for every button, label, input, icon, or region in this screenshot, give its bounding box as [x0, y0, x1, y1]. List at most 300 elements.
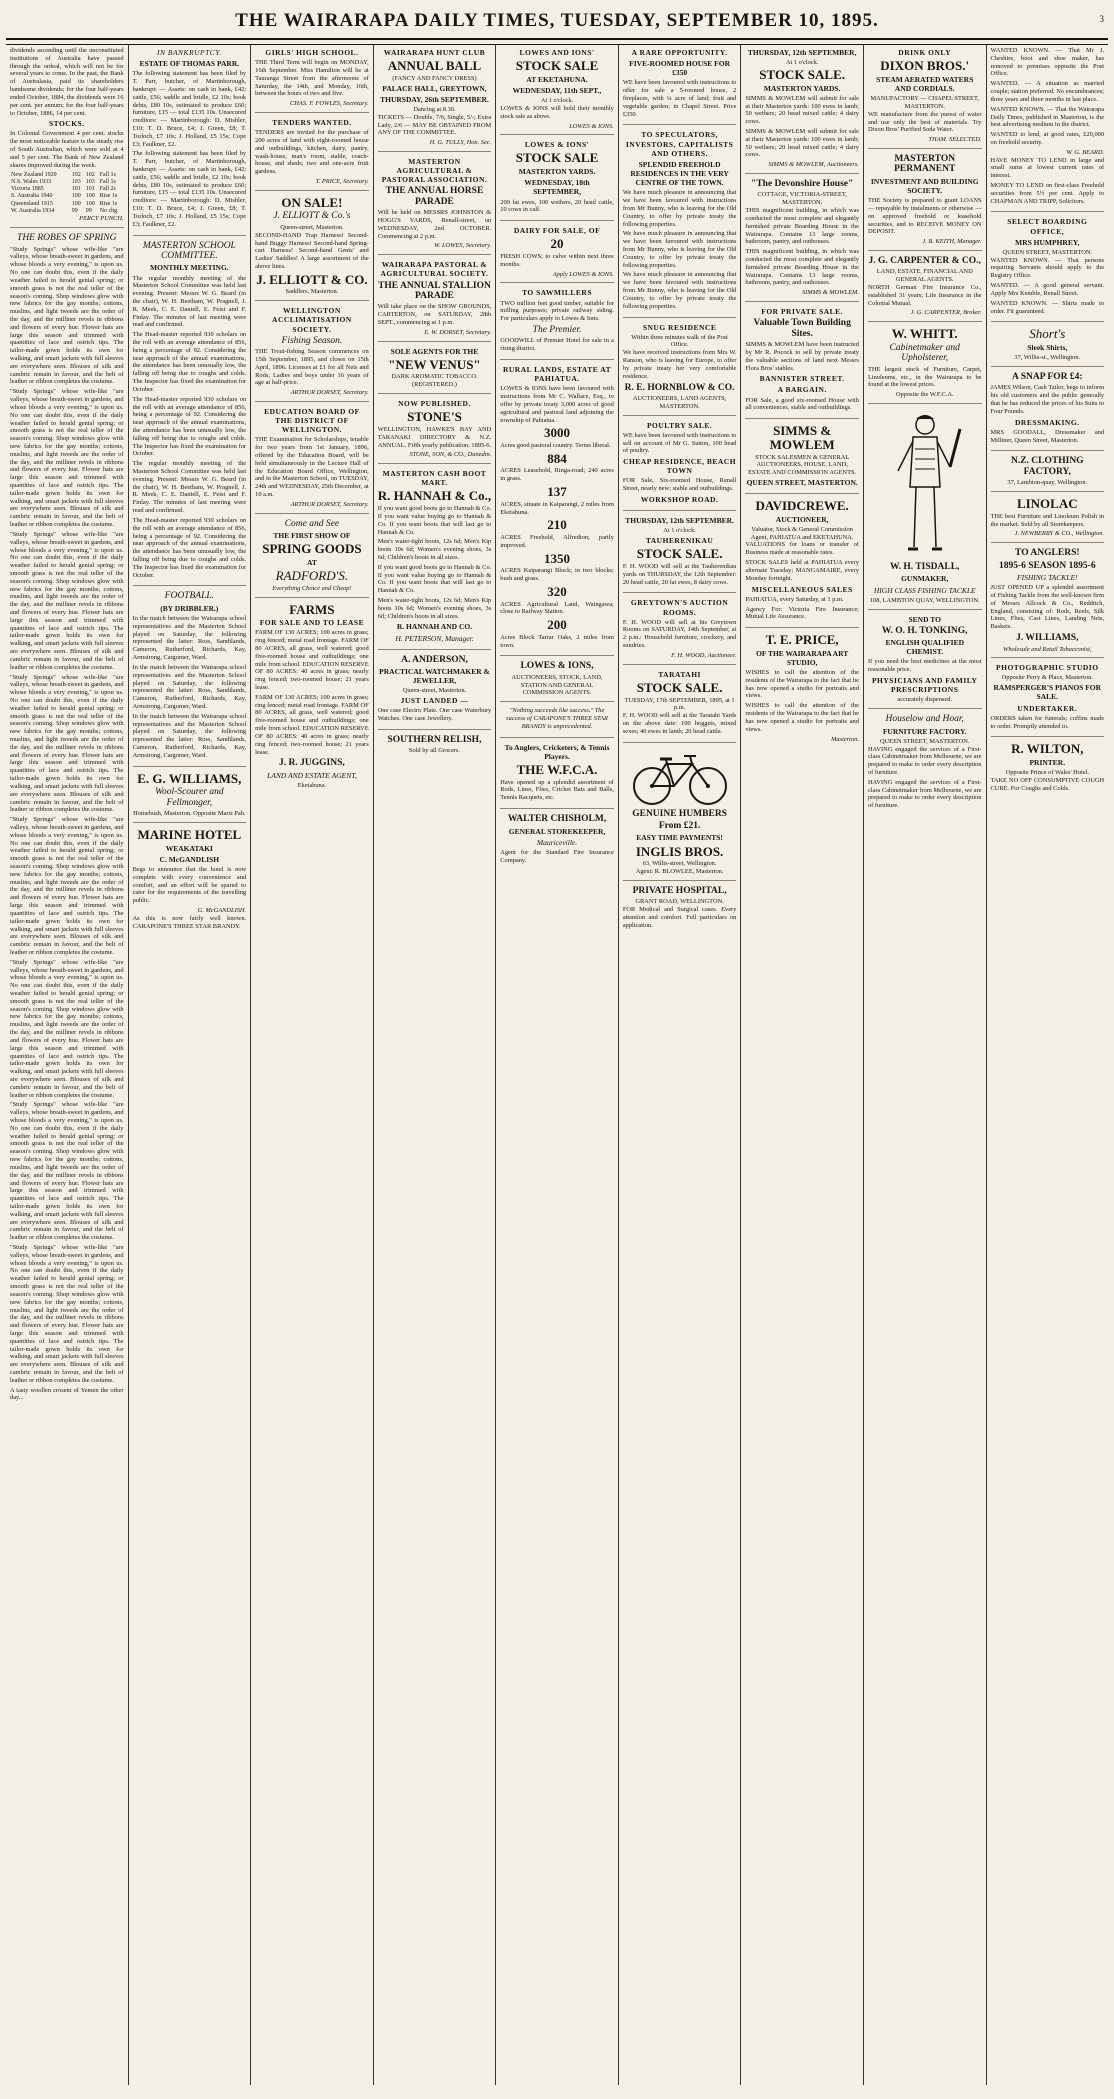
rare-opportunity-ad	[623, 48, 737, 125]
columns	[6, 44, 1108, 2085]
ad-heading: Short's	[1029, 326, 1066, 342]
ad-time: At 1 o'clock.	[785, 59, 819, 67]
ad-heading: DRESSMAKING.	[1015, 417, 1080, 427]
ad-number: 210	[547, 517, 567, 533]
ad-heading: ON SALE!	[281, 194, 343, 210]
ad-place: Mauriceville.	[536, 837, 578, 847]
ad-subheading: DARK AROMATIC TOBACCO. (REGISTERED.)	[391, 373, 478, 389]
ad-subheading: GENERAL STOREKEEPER,	[508, 826, 606, 836]
ad-subheading: ENGLISH QUALIFIED CHEMIST.	[885, 638, 964, 657]
snug-residence-ad	[623, 323, 737, 416]
ad-text: FRESH COWS; to calve within next three months.	[500, 252, 614, 268]
ad-subheading: AUCTIONEERS, LAND AGENTS, MASTERTON.	[632, 394, 727, 410]
article-heading: MASTERTON SCHOOL COMMITTEE.	[142, 240, 236, 261]
ad-date: TUESDAY, 17th SEPTEMBER, 1895, at 1 p.m.	[624, 696, 735, 712]
ad-text: THE best Furniture and Linoleum Polish in the market. Sold by all Storekeepers.	[990, 512, 1105, 528]
ad-subheading: MRS HUMPHREY,	[1015, 237, 1080, 247]
article-subheading: ESTATE OF THOMAS PARR.	[139, 59, 240, 69]
ad-text: JAMES Wilson, Cash Tailor, begs to inform his old customers and the public generally that he has reduced the prices of his Suits to Four Pounds.	[990, 384, 1105, 415]
ad-heading: SOLE AGENTS FOR THE	[390, 346, 479, 356]
ad-number: 884	[547, 450, 567, 466]
tobacco-ad	[378, 347, 492, 394]
ad-text: We have much pleasure in announcing that we have been favoured with instructions from Mr Bunny, who is leaving for the Old Country, to offer by private treaty the following properties.	[622, 271, 737, 310]
column-7	[741, 45, 864, 2085]
ad-address: GRANT ROAD, WELLINGTON.	[635, 898, 724, 906]
ad-heading: A SNAP FOR £4:	[1012, 371, 1083, 382]
ad-heading: W. H. TISDALL,	[890, 562, 960, 573]
ad-subheading: Fishing Season.	[281, 335, 343, 346]
ad-text: Acres Block Tarrar Oaks, 2 miles from town.	[500, 633, 614, 649]
ad-subheading: WEAKATAKI	[165, 843, 213, 853]
ad-agent: Agent: R. BLOWLEE, Masterton.	[635, 868, 724, 876]
tailor-ad	[991, 372, 1105, 451]
table-row: W. Australia 1934 99 99 No chg	[11, 208, 118, 215]
column-1	[6, 45, 129, 2085]
ad-date: THURSDAY, 12th SEPTEMBER.	[625, 516, 734, 526]
brandy-notice	[500, 707, 614, 737]
ad-text: STOCK SALES held at PAHIATUA every alternate Tuesday; MANGAMAIRE, every Monday fortnight.	[745, 559, 859, 582]
ad-heading: WORKSHOP ROAD.	[640, 495, 719, 505]
shorts-shirts-ad	[991, 327, 1105, 367]
whitt-ad	[868, 327, 982, 404]
ad-text: HAVING engaged the services of a First-class Cabinetmaker from Melbourne, we are prepared to make to order every description of furniture.	[867, 778, 982, 810]
eketahuna-stock-sale-ad	[500, 48, 614, 135]
ad-subheading: STEAM AERATED WATERS AND CORDIALS.	[876, 74, 974, 93]
ad-text: FOR Medical and Surgical cases. Every attention and comfort. Full particulars on application.	[622, 906, 737, 929]
ad-text: THE Third Term will begin on MONDAY, 16th September. Miss Hamilton will be at Tauranga Street from the afternoons of Saturday, the 14th, and Monday, 16th, between the hours of two and five.	[255, 59, 369, 98]
chisholm-ad	[500, 814, 614, 870]
ad-heading: W. WHITT.	[891, 326, 958, 342]
ad-heading: WALTER CHISHOLM,	[507, 814, 607, 825]
hunt-ball-ad	[378, 48, 492, 152]
page-number-right: 3	[1099, 14, 1104, 24]
ad-heading: MASTERTON AGRICULTURAL & PASTORAL ASSOCIATION.	[381, 156, 488, 185]
ad-signature: ARTHUR DORSET, Secretary.	[290, 389, 369, 397]
greytown-rooms-ad	[623, 598, 737, 664]
section-heading: STOCKS.	[48, 119, 85, 129]
ad-heading: STOCK SALE.	[759, 66, 846, 82]
ad-text: ORDERS taken for funerals; coffins made to order. Promptly attended to.	[990, 714, 1105, 730]
ad-place: TARATAHI	[658, 669, 701, 679]
ad-heading: J. R. JUGGINS,	[279, 758, 345, 769]
ad-heading: R. E. HORNBLOW & CO.	[624, 382, 735, 393]
ad-address: MANUFACTORY — CHAPEL STREET, MASTERTON.	[870, 95, 979, 110]
ad-text: accurately dispensed.	[897, 696, 953, 704]
ad-time: Dancing at 8.30.	[413, 105, 456, 113]
article-text: The Head-master reported 930 scholars on the roll with an average attendance of 856, being a percentage of 92. Considering the near approach of the annual examinations, the attendance has been unusually low, the falling off being due to coughs and colds. The Inspector has fixed the examination for October.	[132, 516, 247, 579]
article-text: "Study Springs" whose wife-like "are valleys, whose breath-sweet in gardens, and whose bloods a very evening," is upon us. No one can doubt this, even if the daily weather failed to herald genial spring; or smooth grass is not the real teller of the season's coming. Shop windows glow with new fabrics for the gay months; cottons, muslins, and light tweeds are the order of the day, and the milliner revels in ribbons and flowers of every hue. Flower hats are large this season and trimmed with quantities of lace and ostrich tips. The tailor-made gown holds its own for walking, and smart jackets with full sleeves are everywhere seen. Blouses of silk and cambric remain in favour, and the belt of leather or ribbon completes the costume.	[10, 958, 124, 1099]
bicycle-ad	[623, 748, 737, 881]
article-text: In the match between the Wairarapa school representatives and the Masterton School played on Saturday, the following represented the latter: Ross, Sandilands, Cameron, Rutherford, Richards, Kay, Armstrong, Cargomer, Ward.	[132, 712, 247, 759]
table-row: S. Australia 1940 100 100 Rise 1s	[11, 193, 118, 200]
wanted-item: WANTED KNOWN. — That persons requiring Servants should apply to the Registry Office.	[990, 256, 1105, 280]
ad-signature: R. HANNAH AND CO.	[396, 622, 473, 632]
ad-address: Opposite Prince of Wales' Hotel.	[1005, 769, 1089, 777]
ad-heading: DRINK ONLY	[898, 48, 952, 57]
wfca-ad	[500, 743, 614, 809]
ad-text: VALUATIONS for loans or transfer of Business made at reasonable rates.	[745, 541, 859, 557]
ad-subheading: PRINTER.	[1029, 757, 1066, 767]
ad-subheading: Sleek Shirts,	[1027, 343, 1068, 352]
education-board-ad	[255, 407, 369, 514]
ad-signature: SIMMS & MOWLEM, Auctioneers.	[768, 161, 859, 169]
ad-heading: MASTERTON PERMANENT	[894, 153, 956, 175]
private-hospital-ad	[623, 886, 737, 936]
chemist-ad	[868, 615, 982, 710]
ad-date: THURSDAY, 12th SEPTEMBER,	[747, 48, 857, 57]
article-text: "Study Springs" whose wife-like "are valleys, whose breath-sweet in gardens, and whose bloods a very evening," is upon us. No one can doubt this, even if the daily weather failed to herald genial spring; or smooth grass is not the real teller of the season's coming. Shop windows glow with new fabrics for the gay months; cottons, muslins, and light tweeds are the order of the day, and the milliner revels in ribbons and flowers of every hue. Flower hats are large this season and trimmed with quantities of lace and ostrich tips. The tailor-made gown holds its own for walking, and smart jackets with full sleeves are everywhere seen. Blouses of silk and cambric remain in favour, and the belt of leather or ribbon completes the costume.	[10, 530, 124, 671]
ad-text: LOWES & IONS have been favoured with instructions from Mr C. Wallace, Esq., to offer by private treaty 3,000 acres of good agricultural and pastoral land adjoining the township of Pahiatua.	[500, 385, 614, 424]
ad-place: MASTERTON YARDS.	[763, 83, 841, 93]
ad-heading: LINOLAC	[1016, 496, 1078, 512]
masterton-stock-sale-ad	[500, 140, 614, 221]
ad-heading: WAIRARAPA PASTORAL & AGRICULTURAL SOCIETY.	[380, 260, 489, 279]
ad-heading: THE W.F.C.A.	[516, 761, 598, 777]
ad-address: QUEEN STREET, MASTERTON.	[746, 477, 858, 487]
ad-address: Masterton.	[831, 735, 859, 743]
ad-text: As this is now fairly well known. CARAPONE'S THREE STAR BRANDY.	[132, 914, 247, 930]
wanted-ads	[991, 47, 1105, 212]
ad-heading: J. WILLIAMS,	[1016, 633, 1079, 644]
ad-text: TICKETS — Double, 7/6; Single, 5/-; Extra Lady, 2/6 — MAY BE OBTAINED FROM ANY OF THE COMMITTEE.	[377, 113, 492, 137]
article-text: "Study Springs" whose wife-like "are valleys, whose breath-sweet in gardens, and whose bloods a very evening," is upon us. No one can doubt this, even if the daily weather failed to herald genial spring; or smooth grass is not the real teller of the season's coming. Shop windows glow with new fabrics for the gay months; cottons, muslins, and light tweeds are the order of the day, and the milliner revels in ribbons and flowers of every hue. Flower hats are large this season and trimmed with quantities of lace and ostrich tips. The tailor-made gown holds its own for walking, and smart jackets with full sleeves are everywhere seen. Blouses of silk and cambric remain in favour, and the belt of leather or ribbon completes the costume.	[10, 673, 124, 814]
ad-text: PAHIATUA, every Saturday, at 1 p.m.	[745, 595, 844, 603]
ad-address: Opposite Perry & Place, Masterton.	[1001, 674, 1093, 682]
column-5	[496, 45, 619, 2085]
ad-subheading: Cabinetmaker and Upholsterer,	[889, 342, 960, 364]
ad-subheading: HIGH CLASS FISHING TACKLE	[873, 585, 976, 595]
ad-subheading: FIVE-ROOMED HOUSE FOR £350	[629, 59, 731, 78]
ad-heading: AT	[306, 557, 317, 567]
ad-time: At 1 o'clock.	[540, 97, 574, 105]
ad-text: ACRES Agricultural Land, Waingawa; close to Railway Station.	[500, 600, 614, 616]
ad-text: WE have been favoured with instructions to sell on account of Mr G. Sutton, 100 head of poultry.	[622, 431, 737, 455]
ad-address: Queen-street, Masterton.	[280, 223, 344, 231]
ad-subheading: (FANCY AND FANCY DRESS)	[392, 74, 477, 82]
ad-heading: SNUG RESIDENCE	[642, 322, 717, 332]
wanted-item: MONEY TO LEND on first-class Freehold securities from 5½ per cent. Apply to CHAPMAN AND TRIPP, Solicitors.	[990, 182, 1105, 205]
article-subheading: MONTHLY MEETING.	[150, 263, 229, 273]
dixon-bros-ad	[868, 48, 982, 149]
ad-text: SIMMS & MOWLEM will submit for sale at their Masterton yards: 100 ewes in lamb; 50 wethers; 20 head mixed cattle; 4 dairy cows.	[745, 94, 859, 126]
ad-heading: SELECT BOARDING OFFICE,	[1007, 217, 1088, 236]
ad-subheading: Wholesale and Retail Tobacconist,	[1003, 645, 1092, 653]
stocks-table	[10, 172, 124, 216]
ad-heading: T. E. PRICE,	[765, 632, 839, 648]
ad-subheading: FURNITURE FACTORY.	[882, 726, 967, 736]
ad-text: LOWES & IONS will hold their monthly stock sale as above.	[500, 104, 614, 120]
ad-text: F. H. WOOD will sell at his Greytown Rooms on SATURDAY, 14th September, at 2 p.m.: Household furniture, crockery, and sundries.	[622, 618, 737, 650]
ad-signature: J. B. KEITH, Manager.	[922, 238, 982, 246]
ad-text: MRS GOODALL, Dressmaker and Milliner, Queen Street, Masterton.	[990, 428, 1105, 444]
gunmaker-ad	[868, 409, 982, 610]
article-text: "Study Springs" whose wife-like "are valleys, whose breath-sweet in gardens, and whose bloods a very evening," is upon us. No one can doubt this, even if the daily weather failed to herald genial spring; or smooth grass is not the real teller of the season's coming. Shop windows glow with new fabrics for the gay months; cottons, muslins, and light tweeds are the order of the day, and the milliner revels in ribbons and flowers of every hue. Flower hats are large this season and trimmed with quantities of lace and ostrich tips. The tailor-made gown holds its own for walking, and smart jackets with full sleeves are everywhere seen. Blouses of silk and cambric remain in favour, and the belt of leather or ribbon completes the costume.	[10, 245, 124, 386]
article-text: dividends ascending until the unconstituted institutions of Australia have passed through the ordeal, which will not be for several years to come. In the past, the Bank of Australasia, paid its shareholders handsome dividends; for the four half-years ended October, 1884, the dividends were 16 per cent. per annum; for the four half-years to October, 1886, 14 per cent.	[10, 47, 124, 117]
column-4	[374, 45, 497, 2085]
farms-ad	[255, 603, 369, 794]
building-sites-ad	[745, 307, 859, 419]
notice-text: "Nothing succeeds like success." The success of CARAPONE'S THREE STAR BRANDY is unprecedented.	[506, 707, 608, 730]
ad-heading: SPRING GOODS	[262, 541, 362, 557]
ad-text: If you want good boots go to Hannah & Co. If you want value buying go to Hannah & Co. If you want boots that will last go to Hannah & Co.	[377, 505, 492, 536]
ad-address: QUEEN STREET, MASTERTON.	[1002, 248, 1093, 256]
column-8	[864, 45, 987, 2085]
ad-heading: BANNISTER STREET.	[759, 374, 845, 384]
ad-heading: A BARGAIN.	[777, 385, 827, 395]
article-text: "Study Springs" whose wife-like "are valleys, whose breath-sweet in gardens, and whose bloods a very evening," is upon us. No one can doubt this, even if the daily weather failed to herald genial spring; or smooth grass is not the real teller of the season's coming. Shop windows glow with new fabrics for the gay months; cottons, muslins, and light tweeds are the order of the day, and the milliner revels in ribbons and flowers of every hue. Flower hats are large this season and trimmed with quantities of lace and ostrich tips. The tailor-made gown holds its own for walking, and smart jackets with full sleeves are everywhere seen. Blouses of silk and cambric remain in favour, and the belt of leather or ribbon completes the costume.	[10, 1101, 124, 1242]
ad-heading: DIXON BROS.'	[880, 58, 970, 74]
article-heading: THE ROBES OF SPRING	[17, 233, 117, 244]
ad-text: SECOND-HAND Trap Harness! Second-hand Buggy Harness! Second-hand Spring-cart Harness! Second-hand Gents' and Ladies' Saddles! A large assortment of the above lines.	[255, 231, 369, 270]
sawmillers-ad	[500, 288, 614, 360]
article-subheading: (BY DRIBBLER.)	[160, 603, 219, 613]
ad-heading: 1895-6 SEASON 1895-6	[998, 560, 1096, 571]
relish-ad	[378, 735, 492, 759]
ad-signature: W. LOWES, Secretary.	[434, 242, 492, 250]
article-text: "Study Springs" whose wife-like "are valleys, whose breath-sweet in gardens, and whose bloods a very evening," is upon us. No one can doubt this, even if the daily weather failed to herald genial spring; or smooth grass is not the real teller of the season's coming. Shop windows glow with new fabrics for the gay months; cottons, muslins, and light tweeds are the order of the day, and the milliner revels in ribbons and flowers of every hue. Flower hats are large this season and trimmed with quantities of lace and ostrich tips. The tailor-made gown holds its own for walking, and smart jackets with full sleeves are everywhere seen. Blouses of silk and cambric remain in favour, and the belt of leather or ribbon completes the costume.	[10, 1244, 124, 1384]
ad-subheading: Saddlers, Masterton.	[285, 288, 339, 296]
ad-signature: J. G. CARPENTER, Broker.	[910, 309, 982, 317]
ad-number: 20	[550, 236, 564, 252]
ad-signature: F. H. WOOD, Auctioneer.	[671, 651, 737, 659]
ad-text: Agency For: Victoria Fire Insurance; Mutual Life Assurance.	[745, 605, 859, 621]
ad-subheading: STOCK SALESMEN & GENERAL AUCTIONEERS, HOUSE, LAND, ESTATE AND COMMISSION AGENTS.	[748, 453, 857, 477]
ad-signature: THAM. SELECTED.	[928, 136, 982, 144]
ad-heading: Houselow and Hoar,	[885, 714, 964, 725]
article-text: The regular monthly meeting of the Masterton School Committee was held last evening. Present: Messrs W. G. Beard (in the chair), W. H. Beetham, W. Pragnell, J. R. Meek, C. E. Daniell, E. Feist and F. Finlay. The minutes of last meeting were read and confirmed.	[132, 460, 247, 515]
ad-text: Have opened up a splendid assortment of Rods, Lines, Flies, Cricket Bats and Balls, Tennis Racquets, etc.	[500, 778, 614, 802]
table-row: Queensland 1915 100 100 Rise 1s	[11, 200, 118, 207]
ad-text: THE Society is prepared to grant LOANS — repayable by instalments or otherwise — on approved freehold or leasehold securities, and to RECEIVE MONEY ON DEPOSIT.	[867, 197, 982, 236]
ad-signature: CHAS. F. FOWLES, Secretary.	[290, 100, 369, 108]
ad-subheading: Valuable Town Building Sites.	[753, 318, 851, 339]
cricketer-illustration	[880, 409, 970, 559]
ad-text: GOODWILL of Premier Hotel for sale in a rising district.	[500, 337, 614, 353]
article-text: "Study Springs" whose wife-like "are valleys, whose breath-sweet in gardens, and whose bloods a very evening," is upon us. No one can doubt this, even if the daily weather failed to herald genial spring; or smooth grass is not the real teller of the season's coming. Shop windows glow with new fabrics for the gay months; cottons, muslins, and light tweeds are the order of the day, and the milliner revels in ribbons and flowers of every hue. Flower hats are large this season and trimmed with quantities of lace and ostrich tips. The tailor-made gown holds its own for walking, and smart jackets with full sleeves are everywhere seen. Blouses of silk and cambric remain in favour, and the belt of leather or ribbon completes the costume.	[10, 388, 124, 529]
ad-subheading: FISHING TACKLE!	[1017, 573, 1078, 583]
ad-manager: H. PETERSON, Manager.	[395, 633, 474, 643]
devonshire-house-ad	[745, 179, 859, 302]
school-committee-article	[133, 241, 247, 587]
ad-heading: SIMMS & MOWLEM	[769, 423, 835, 452]
printer-ad	[991, 742, 1105, 798]
table-row: Victoria 1885 101 101 Fall 2s	[11, 186, 116, 193]
ad-heading: WAIRARAPA HUNT CLUB	[383, 48, 486, 57]
ad-signature: G. McGANDLISH.	[197, 906, 247, 914]
ad-text: If you need the best medicines at the most reasonable price.	[867, 658, 982, 674]
ad-text: TWO million feet good timber, suitable for milling purposes; private railway siding. For particulars apply to Lowes & Ions.	[500, 299, 614, 323]
ad-heading: To Anglers, Cricketers, & Tennis Players.	[504, 742, 610, 761]
watchmaker-ad	[378, 655, 492, 730]
ad-text: One case Electro Plate. One case Waterbury Watches. One case Jewellery.	[377, 707, 492, 723]
bicycle-illustration	[628, 748, 732, 806]
article-text: The Head-master reported 930 scholars on the roll with an average attendance of 856, being a percentage of 92. Considering the near approach of the annual examinations, the attendance has been unusually low, the falling off being due to coughs and colds. The Inspector has fixed the examination for October.	[132, 331, 247, 393]
ad-text: WELLINGTON, HAWKE'S BAY AND TARANAKI DIRECTORY & N.Z. ANNUAL. Fifth yearly publication. 1895-6.	[377, 425, 492, 449]
wanted-item: WANTED KNOWN. — That the Wairarapa Daily Times, published in Masterton, is the best advertising medium in the district.	[990, 105, 1105, 129]
ad-text: Will take place on the SHOW GROUNDS, CARTERTON, on SATURDAY, 28th SEPT., commencing at 1 p.m.	[377, 303, 492, 327]
ad-heading: THE FIRST SHOW OF	[273, 531, 351, 541]
wanted-item: WANTED. — A situation as married couple; station preferred. No encumbrances; three years and three months in last place.	[990, 80, 1105, 103]
simms-stock-sale-ad	[745, 48, 859, 174]
ad-heading: LOWES AND IONS'	[519, 48, 595, 57]
article-text: In the match between the Wairarapa school representatives and the Masterton School played on Saturday, the following represented the latter: Ross, Sandilands, Cameron, Rutherford, Richards, Kay, Armstrong, Cargomer, Ward.	[132, 615, 247, 662]
tenders-ad	[255, 118, 369, 191]
lowes-ions-ad	[500, 661, 614, 702]
ad-heading: J. ELLIOTT & CO.	[256, 271, 368, 287]
ad-address: 63, Willis-street, Wellington.	[642, 860, 717, 868]
ad-signature: H. G. TULLY, Hon. Sec.	[429, 139, 492, 147]
wanted-item: HAVE MONEY TO LEND in large and small sums at lowest current rates of interest.	[990, 156, 1105, 180]
ad-heading: GREYTOWN'S AUCTION ROOMS.	[630, 598, 729, 617]
ad-text: Valuator, Stock & General Commission Agent, PAHIATUA and EKETAHUNA.	[750, 525, 854, 541]
ad-text: FARM OF 130 ACRES; 100 acres in grass; ring fenced; metal road frontage. FARM OF 80 ACRES, all grass, well watered; good five-roomed house and outbuildings; one mile from school. EDUCATION RESERVE OF 80 ACRES: 40 acres in grass; nearly ring fenced; two-roomed house; 21 years lease.	[255, 629, 369, 691]
boot-mart-ad	[378, 469, 492, 650]
ad-subheading: OF THE WAIRARAPA ART STUDIO,	[756, 648, 849, 667]
ad-heading: TO SAWMILLERS	[522, 288, 592, 298]
ad-date: WEDNESDAY, 18th SEPTEMBER,	[524, 178, 590, 197]
ad-heading: STOCK SALE	[515, 150, 599, 166]
ad-text: WE manufacture from the purest of water and use only the best of materials. Try Dixon Bros' Purified Soda Water.	[867, 110, 982, 134]
article-heading: IN BANKRUPTCY.	[157, 48, 222, 57]
ad-signature: SIMMS & MOWLEM.	[801, 289, 859, 297]
article-text: The following statement has been filed by T. Parr, butcher, of Martinborough, bankrupt: — Assets: on cash in bank, £42; cattle, £56; saddle and bridle, £2 10s; book debts, £80 10s, estimated to produce £60; furniture, £15 — total £135 10s. Unsecured creditors: — Martinborough: D. Mishler, £10; T. D. Bruce, £4; J. Green, £8; T. Torloch, £7 10s; J. Holland, £5 15s; Cope £3; Faulkner, £2.	[132, 150, 247, 228]
article-text: In Colonial Government 4 per cent. stocks the most noticeable feature is the steady rise of South Australian, which were sold at 4 and 5 per cent. The Bank of New Zealand shares improved during the week.	[10, 130, 124, 169]
finance-article	[10, 47, 124, 228]
ad-subheading: INVESTMENT AND BUILDING SOCIETY.	[870, 176, 979, 195]
ad-subheading: COTTAGE, VICTORIA-STREET, MASTERTON.	[757, 191, 847, 207]
ad-text: FOR Sale, Six-roomed House, Renall Street, nearly new; stable and outbuildings.	[622, 477, 737, 493]
ad-place: TAUHERENIKAU	[645, 536, 714, 546]
bankruptcy-article	[133, 48, 247, 236]
ad-signature: W. G. BEARD.	[1066, 148, 1105, 156]
ad-heading: INGLIS BROS.	[635, 843, 724, 859]
ad-text: TAKE NO OFF CONSUMPTIVE COUGH CURE. For Coughs and Colds.	[990, 776, 1105, 792]
ad-heading: TO SPECULATORS, INVESTORS, CAPITALISTS AND OTHERS.	[625, 130, 734, 158]
ad-address: Eketahuna.	[297, 781, 327, 789]
horse-parade-ad	[378, 157, 492, 255]
ad-text: ACRES Kaiparangi Block; in two blocks; bush and grass.	[500, 567, 614, 583]
ad-text: Men's water-tight boots, 12s 6d; Men's Kip boots 10s 6d; Women's evening shoes, 3s 6d; Children's boots in all sizes.	[377, 597, 492, 620]
table-row: New Zealand 1929 102 102 Fall 1s	[11, 171, 116, 178]
article-text: The following statement has been filed by T. Parr, butcher, of Martinborough, bankrupt: — Assets: on cash in bank, £42; cattle, £56; saddle and bridle, £2 10s; book debts, £80 10s, estimated to produce £60; furniture, £15 — total £135 10s. Unsecured creditors: — Martinborough: D. Mishler, £10; T. D. Bruce, £4; J. Green, £8; T. Torloch, £7 10s; J. Holland, £5 15s; Cope £3; Faulkner, £2.	[132, 70, 247, 148]
tauherenikau-sale-ad	[623, 516, 737, 593]
article-text: "Study Springs" whose wife-like "are valleys, whose breath-sweet in gardens, and whose bloods a very evening," is upon us. No one can doubt this, even if the daily weather failed to herald genial spring; or smooth grass is not the real teller of the season's coming. Shop windows glow with new fabrics for the gay months; cottons, muslins, and light tweeds are the order of the day, and the milliner revels in ribbons and flowers of every hue. Flower hats are large this season and trimmed with quantities of lace and ostrich tips. The tailor-made gown holds its own for walking, and smart jackets with full sleeves are everywhere seen. Blouses of silk and cambric remain in favour, and the belt of leather or ribbon completes the costume.	[10, 816, 124, 956]
fishing-season-ad	[255, 306, 369, 402]
marine-hotel-ad	[133, 828, 247, 936]
ad-subheading: GUNMAKER,	[901, 574, 949, 584]
ad-heading: N.Z. CLOTHING FACTORY,	[1010, 456, 1084, 477]
ad-text: JUST OPENED UP a splendid assortment of Fishing Tackle from the well-known firm of Messrs Allcock & Co., Redditch, England, consisting of: Rods, Reels, Silk Lines, Flies, Cast Lines, Landing Nets, Baskets.	[990, 584, 1105, 631]
ad-address: Queen-street, Masterton.	[402, 687, 467, 695]
ad-signature: ARTHUR DORSET, Secretary.	[290, 500, 369, 508]
ad-number: 320	[547, 583, 567, 599]
art-studio-ad	[745, 633, 859, 747]
ad-text: Sold by all Grocers.	[408, 747, 461, 755]
ad-text: THE Trout-fishing Season commences on 15th September, 1895, and closes on 15th April, 1896. Licenses at £1 for all Nets and Rods; Ladies and boys under 16 years of age at half-price.	[255, 348, 369, 387]
ad-signature: T. PRICE, Secretary.	[315, 178, 369, 186]
ad-place: AT EKETAHUNA.	[526, 74, 588, 84]
ad-text: We have much pleasure in announcing that we have been favoured with instructions from Mr Bunny, who is leaving for the Old Country, to offer by private treaty the following properties.	[622, 189, 737, 228]
table-row: N.S. Wales 1933 103 103 Fall 1s	[11, 178, 116, 185]
ad-text: ACRES Freehold, Alfredton; partly improved.	[500, 533, 614, 549]
ad-text: FOR Sale, a good six-roomed House with all conveniences, stable and outbuildings.	[745, 396, 859, 412]
ad-subheading: THE ANNUAL HORSE PARADE	[385, 186, 484, 207]
ad-signature: E. W. DORSET, Secretary.	[424, 328, 492, 336]
ad-subheading: J. ELLIOTT & Co.'s	[273, 211, 351, 222]
column-2	[129, 45, 252, 2085]
ad-heading: R. WILTON,	[1011, 741, 1084, 757]
proprietor-name: C. McGANDLISH	[159, 854, 220, 864]
article-heading: FOOTBALL.	[164, 591, 215, 602]
football-article	[133, 591, 247, 766]
carpenter-ad	[868, 256, 982, 322]
masthead	[6, 4, 1108, 40]
ad-number: 137	[547, 484, 567, 500]
ad-text: THE Examination for Scholarships, tenable for two years from 1st January, 1896, offered by the Education Board, will be held simultaneously in the Lecture Hall of the Education Board Office, Wellington, and in the Masterton School, on TUESDAY, 24th and WEDNESDAY, 25th December, at 10 a.m.	[255, 436, 369, 499]
clothing-factory-ad	[991, 456, 1105, 492]
ad-heading: DAVIDCREWE.	[755, 498, 849, 514]
ad-text: THIS magnificent building, in which was conducted the most complete and elegantly furnished private Boarding House in the Wairarapa. Contains 13 large rooms, bathroom, pantry, and outhouses.	[745, 207, 859, 246]
ad-heading: E. G. WILLIAMS,	[137, 770, 242, 786]
ad-subheading: RAMSPERGER'S PIANOS FOR SALE.	[993, 683, 1102, 702]
linolac-ad	[991, 497, 1105, 543]
ad-heading: MASTERTON CASH BOOT MART.	[382, 469, 487, 488]
ad-heading: The Premier.	[532, 324, 582, 335]
ad-subheading: FOR SALE AND TO LEASE	[259, 618, 365, 628]
wanted-item: WANTED KNOWN. — That Mr J. Cheshire, boot and shoe maker, has removed to premises opposite the Post Office.	[990, 47, 1105, 78]
radford-ad	[255, 519, 369, 598]
ad-text: Acres good pastoral country. Terms liberal.	[500, 441, 611, 449]
column-3	[251, 45, 374, 2085]
ad-address: Opposite the W.F.C.A.	[895, 391, 954, 399]
ad-text: HAVING engaged the services of a First-class Cabinetmaker from Melbourne, we are prepared to make to order every description of furniture.	[867, 745, 982, 776]
article-text: A tasty woollen crosent of Yemen the other day...	[10, 1386, 124, 1402]
ad-text: FARM OF 130 ACRES; 100 acres in grass; ring fenced; metal road frontage. FARM OF 80 ACRES, all grass, well watered; good five-roomed house and outbuildings; one mile from school. EDUCATION RESERVE OF 80 ACRES: 40 acres in grass; nearly ring fenced; two-roomed house; 21 years lease.	[255, 693, 369, 756]
article-text: In the match between the Wairarapa school representatives and the Masterton School played on Saturday, the following represented the latter: Ross, Sandilands, Cameron, Rutherford, Richards, Kay, Armstrong, Cargomer, Ward.	[132, 663, 247, 710]
ad-price: From £21.	[658, 821, 701, 832]
ad-text: 200 fat ewes, 100 wethers, 20 head cattle, 10 cows in calf.	[500, 198, 614, 214]
newspaper-title: THE WAIRARAPA DAILY TIMES, TUESDAY, SEPTEMBER 10, 1895.	[235, 10, 879, 31]
wanted-item: WANTED to lend, at good rates, £20,000 on freehold security.	[990, 131, 1105, 146]
rural-lands-ad	[500, 365, 614, 656]
ad-subheading: LAND AND ESTATE AGENT,	[267, 770, 357, 780]
simms-mowlem-ad	[745, 424, 859, 494]
dairy-ad	[500, 226, 614, 283]
article-text: The Head-master reported 930 scholars on the roll with an average attendance of 856, being a percentage of 92. Considering the near approach of the annual examinations, the attendance has been unusually low, the falling off being due to coughs and colds. The Inspector has fixed the examination for October.	[132, 395, 247, 458]
girls-school-ad	[255, 48, 369, 113]
taratahi-sale-ad	[623, 670, 737, 743]
furniture-factory-ad	[868, 714, 982, 816]
ad-text: Will be held on MESSRS JOHNSTON & HOGG'S YARDS, Renall-street, on WEDNESDAY, 2nd OCTOBER. Commencing at 2 p.m.	[377, 209, 492, 240]
ad-text: WISHES to call the attention of the residents of the Wairarapa to the fact that he has now opened a studio for portraits and views.	[745, 669, 859, 700]
elliott-sale-ad	[255, 196, 369, 301]
ad-heading: FARMS	[289, 601, 335, 617]
ad-text: SIMMS & MOWLEM have been instructed by Mr R. Pocock to sell by private treaty the valuable sections of land next Messrs Flora Bros' stables.	[745, 341, 859, 372]
ad-heading: "The Devonshire House"	[751, 179, 854, 190]
ad-heading: PRIVATE HOSPITAL,	[632, 885, 727, 896]
ad-address: QUEEN STREET, MASTERTON.	[879, 737, 970, 745]
signoff: PERCY PUNCH.	[79, 215, 124, 223]
ad-text: F. H. WOOD will sell at the Taratahi Yards on the above date: 100 hoggets, mixed sexes; 40 ewes in lamb; 20 head cattle.	[622, 712, 737, 735]
ad-subheading: AUCTIONEERS, STOCK, LAND, STATION AND GENERAL COMMISSION AGENTS.	[511, 673, 603, 697]
ad-heading: LOWES & IONS'	[524, 140, 590, 150]
article-text: The regular monthly meeting of the Masterton School Committee was held last evening. Present: Messrs W. G. Beard (in the chair), W. H. Beetham, W. Pragnell, J. R. Meek, C. E. Daniell, E. Feist and F. Finlay. The minutes of last meeting were read and confirmed.	[132, 274, 247, 329]
ad-text: We have much pleasure in announcing that we have been favoured with instructions from Mr Bunny, who is leaving for the Old Country, to offer by private treaty the following properties.	[622, 230, 737, 269]
ad-heading: TENDERS WANTED.	[272, 118, 352, 128]
wanted-item: WANTED KNOWN. — Shirts made to order. Fit guaranteed.	[990, 299, 1105, 315]
fishing-tackle-ad	[991, 548, 1105, 658]
ad-text: Begs to announce that the hotel is now complete with every convenience and comfort, and an effort will be spared to cater for the requirements of the travelling public.	[132, 865, 247, 905]
